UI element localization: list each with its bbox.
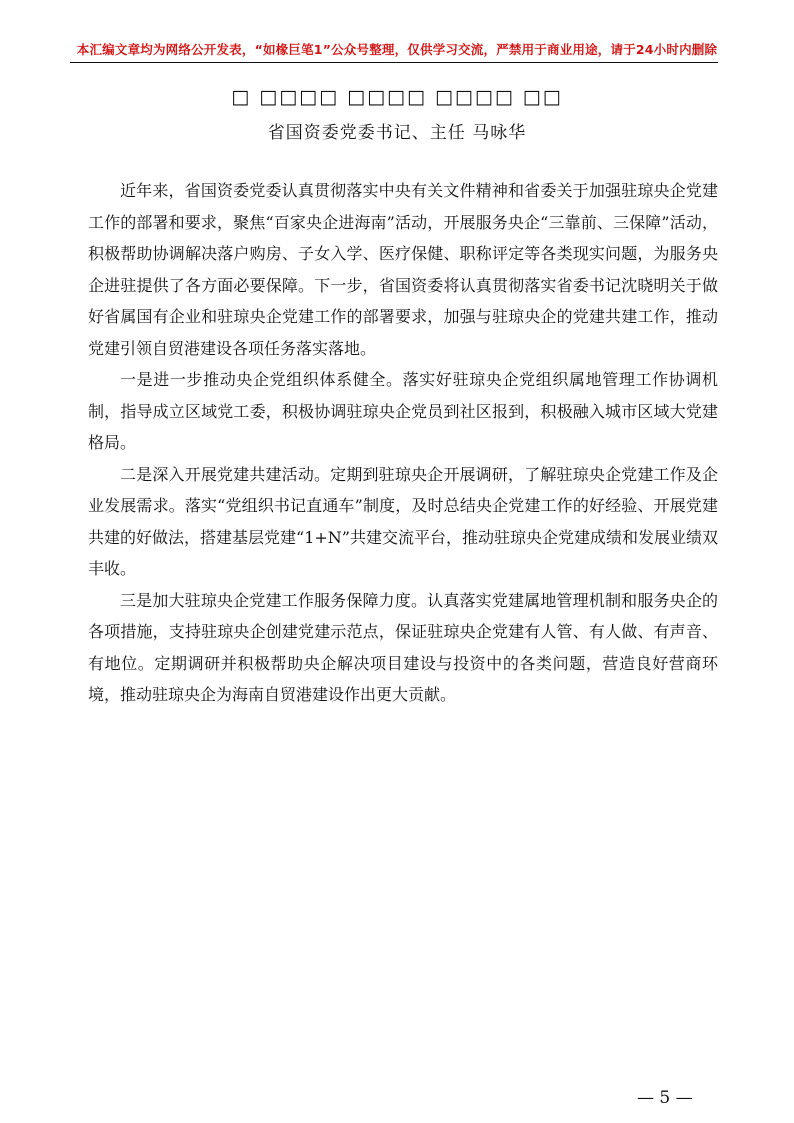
document-title: □ □□□□ □□□□ □□□□ □□ — [231, 86, 563, 108]
header-divider — [70, 62, 718, 63]
paragraph: 二是深入开展党建共建活动。定期到驻琼央企开展调研，了解驻琼央企党建工作及企业发展需求。落实“党组织书记直通车”制度，及时总结央企党建工作的好经验、开展党建共建的好做法，搭建基层党建“1+N”共建交流平台，推动驻琼央企党建成绩和发展业绩双丰收。 — [88, 464, 718, 578]
paragraph: 一是进一步推动央企党组织体系健全。落实好驻琼央企党组织属地管理工作协调机制，指导成立区域党工委，积极协调驻琼央企党员到社区报到，积极融入城市区域大党建格局。 — [88, 370, 718, 452]
document-body — [88, 175, 718, 711]
paragraph: 近年来，省国资委党委认真贯彻落实中央有关文件精神和省委关于加强驻琼央企党建工作的部署和要求，聚焦“百家央企进海南”活动，开展服务央企“三靠前、三保障”活动，积极帮助协调解决落户购房、子女入学、医疗保健、职称评定等各类现实问题，为服务央企进驻提供了各方面必要保障。下一步，省国资委将认真贯彻落实省委书记沈晓明关于做好省属国有企业和驻琼央企党建工作的部署要求，加强与驻琼央企的党建共建工作，推动党建引领自贸港建设各项任务落实落地。 — [88, 181, 718, 358]
document-author: 省国资委党委书记、主任 马咏华 — [267, 123, 527, 143]
header-disclaimer-banner: 本汇编文章均为网络公开发表，“如椽巨笔1”公众号整理，仅供学习交流，严禁用于商业用途，请于24小时内删除 — [76, 42, 718, 57]
page-number: — 5 — — [637, 1088, 693, 1108]
paragraph: 三是加大驻琼央企党建工作服务保障力度。认真落实党建属地管理机制和服务央企的各项措施，支持驻琼央企创建党建示范点，保证驻琼央企党建有人管、有人做、有声音、有地位。定期调研并积极帮助央企解决项目建设与投资中的各类问题，营造良好营商环境，推动驻琼央企为海南自贸港建设作出更大贡献。 — [88, 590, 718, 704]
